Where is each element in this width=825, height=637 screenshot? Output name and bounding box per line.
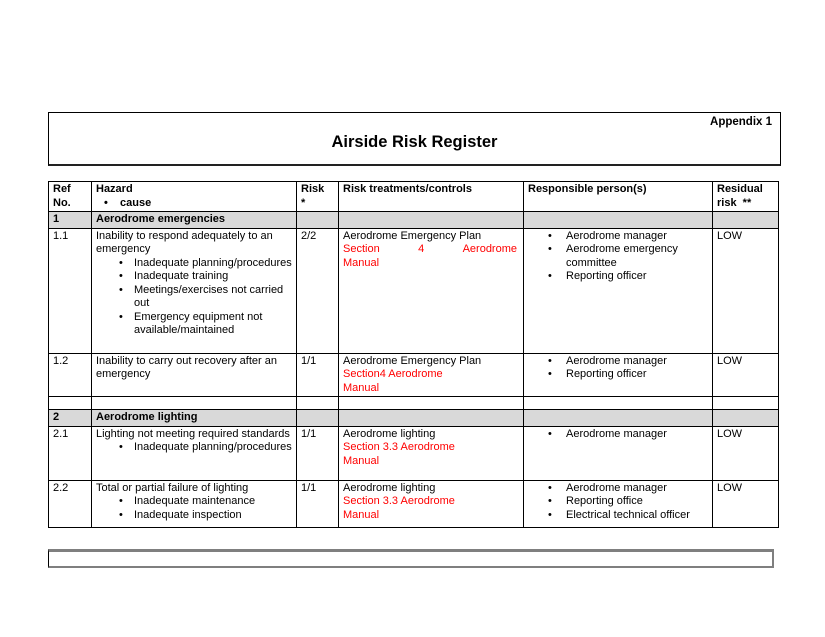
section-title: Aerodrome lighting — [92, 410, 297, 427]
responsible-item: • Aerodrome manager — [566, 482, 708, 496]
cell-residual: LOW — [713, 228, 779, 353]
cell-responsible — [524, 426, 713, 480]
cell-responsible — [524, 480, 713, 527]
hazard-bullet: • Inadequate maintenance — [134, 495, 292, 509]
hazard-bullet-list — [96, 495, 292, 522]
hazard-text: Inability to carry out recovery after an emergency — [96, 354, 277, 380]
hazard-bullet: • Inadequate training — [134, 270, 292, 284]
residual-header-line1: Residual — [717, 183, 763, 195]
col-header-residual — [713, 182, 779, 212]
treatment-plan: Aerodrome lighting — [343, 481, 436, 494]
col-header-hazard — [92, 182, 297, 212]
footer-text-box — [48, 549, 774, 568]
hazard-text: Inability to respond adequately to an emergency — [96, 229, 273, 255]
responsible-item: • Aerodrome manager — [566, 230, 708, 244]
responsible-item: • Aerodrome manager — [566, 355, 708, 369]
hazard-header-line1: Hazard — [96, 183, 133, 195]
manual-reference-tail: Manual — [343, 454, 380, 467]
risk-register-table — [48, 181, 779, 528]
hazard-bullet: • Inadequate inspection — [134, 509, 292, 523]
cell-risk: 1/1 — [297, 353, 339, 397]
responsible-item: • Aerodrome manager — [566, 428, 708, 442]
spacer-row — [49, 397, 779, 410]
manual-reference: Section 3.3 Aerodrome — [343, 495, 455, 507]
risk-header-line1: Risk — [301, 183, 325, 195]
responsible-list — [528, 230, 708, 284]
section-row-1 — [49, 212, 779, 229]
col-header-responsible: Responsible person(s) — [524, 182, 713, 212]
bullet-icon: • — [104, 196, 108, 209]
responsible-list — [528, 428, 708, 442]
responsible-item: • Reporting office — [566, 495, 708, 509]
residual-header-line2: risk ** — [717, 196, 752, 209]
cell-treatments — [339, 228, 524, 353]
hazard-bullet: • Inadequate planning/procedures — [134, 441, 292, 455]
hazard-bullet: • Meetings/exercises not carried out — [134, 284, 292, 311]
section-number: 1 — [49, 212, 92, 229]
appendix-label: Appendix 1 — [710, 116, 772, 128]
title-box — [48, 112, 781, 166]
responsible-list — [528, 355, 708, 382]
cell-hazard — [92, 426, 297, 480]
col-header-treatments: Risk treatments/controls — [339, 182, 524, 212]
cell-hazard — [92, 228, 297, 353]
manual-reference-tail: Manual — [343, 381, 380, 394]
cell-risk: 1/1 — [297, 480, 339, 527]
risk-header-star: * — [301, 196, 306, 209]
section-title: Aerodrome emergencies — [92, 212, 297, 229]
cell-ref: 1.2 — [49, 353, 92, 397]
cell-treatments — [339, 480, 524, 527]
cell-residual: LOW — [713, 353, 779, 397]
cell-hazard — [92, 480, 297, 527]
cell-treatments — [339, 353, 524, 397]
section-number: 2 — [49, 410, 92, 427]
manual-reference: Section4 Aerodrome — [343, 368, 443, 380]
table-row — [49, 480, 779, 527]
responsible-item: • Electrical technical officer — [566, 509, 708, 523]
table-row — [49, 426, 779, 480]
col-header-risk — [297, 182, 339, 212]
hazard-text: Lighting not meeting required standards — [96, 427, 290, 440]
treatment-plan: Aerodrome Emergency Plan — [343, 354, 482, 367]
table-row — [49, 228, 779, 353]
cell-ref: 1.1 — [49, 228, 92, 353]
cell-ref: 2.1 — [49, 426, 92, 480]
hazard-bullet: • Inadequate planning/procedures — [134, 257, 292, 271]
cell-risk: 1/1 — [297, 426, 339, 480]
responsible-list — [528, 482, 708, 523]
cell-ref: 2.2 — [49, 480, 92, 527]
cell-residual: LOW — [713, 426, 779, 480]
manual-reference: Section 4 Aerodrome — [343, 243, 517, 255]
hazard-text: Total or partial failure of lighting — [96, 481, 249, 494]
col-header-ref — [49, 182, 92, 212]
responsible-item: • Reporting officer — [566, 368, 708, 382]
cell-residual: LOW — [713, 480, 779, 527]
hazard-bullet-list — [96, 257, 292, 338]
manual-reference-tail: Manual — [343, 256, 380, 269]
ref-header-line1: Ref — [53, 183, 71, 195]
section-row-2 — [49, 410, 779, 427]
responsible-item: • Aerodrome emergency committee — [566, 243, 708, 270]
table-header-row — [49, 182, 779, 212]
responsible-item: • Reporting officer — [566, 270, 708, 284]
manual-reference: Section 3.3 Aerodrome — [343, 441, 455, 453]
cell-responsible — [524, 228, 713, 353]
cell-risk: 2/2 — [297, 228, 339, 353]
ref-header-line2: No. — [53, 196, 71, 209]
hazard-header-cause: • cause — [104, 196, 152, 209]
treatment-plan: Aerodrome Emergency Plan — [343, 229, 482, 242]
table-row — [49, 353, 779, 397]
manual-reference-tail: Manual — [343, 508, 380, 521]
hazard-bullet: • Emergency equipment not available/maintained — [134, 311, 292, 338]
treatment-plan: Aerodrome lighting — [343, 427, 436, 440]
hazard-bullet-list — [96, 441, 292, 455]
cell-treatments — [339, 426, 524, 480]
cell-hazard — [92, 353, 297, 397]
cell-responsible — [524, 353, 713, 397]
page-title: Airside Risk Register — [331, 133, 498, 151]
